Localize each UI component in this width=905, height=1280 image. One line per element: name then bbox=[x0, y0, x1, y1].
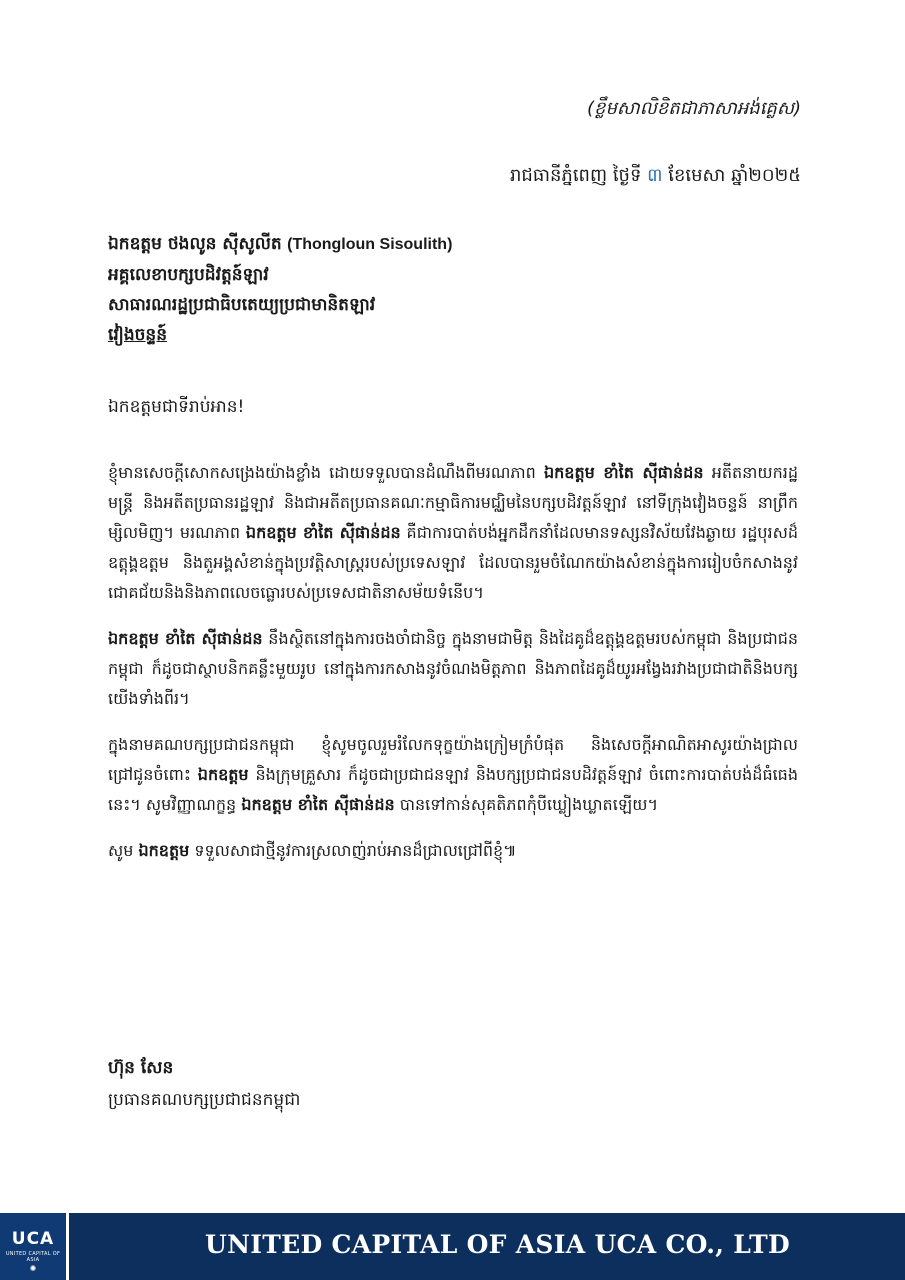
paragraph-2 bbox=[108, 624, 798, 714]
company-name: UNITED CAPITAL OF ASIA UCA CO., LTD bbox=[205, 1230, 791, 1259]
date-day: ៣ bbox=[647, 165, 663, 186]
salutation: ឯកឧត្តមជាទីរាប់អាន! bbox=[108, 397, 245, 417]
paragraph-4 bbox=[108, 836, 798, 866]
paragraph-1 bbox=[108, 458, 798, 608]
signatory-name: ហ៊ុន សែន bbox=[108, 1058, 174, 1078]
translation-note: (ខ្លឹមសាលិខិតជាភាសាអង់គ្លេស) bbox=[587, 98, 801, 119]
signatory-title: ប្រធានគណបក្សប្រជាជនកម្ពុជា bbox=[108, 1090, 301, 1110]
addressee-name-latin: (Thongloun Sisoulith) bbox=[287, 236, 453, 253]
letter-body bbox=[108, 458, 798, 882]
p3-bold-title: ឯកឧត្តម bbox=[197, 765, 249, 784]
p3-text-c: និងក្រុមគ្រួសារ ក៏ដូចជាប្រជាជនឡាវ និងបក្សប្រជាជនបដិវត្តន៍ឡាវ ចំពោះការបាត់បង់ដ៏ធំធេងនេះ។ សូមវិញ្ញាណក្ខន្ធ bbox=[108, 765, 798, 814]
company-logo bbox=[0, 1213, 69, 1280]
p4-bold-title: ឯកឧត្តម bbox=[138, 841, 190, 860]
p2-bold-name: ឯកឧត្តម ខាំតៃ ស៊ីផាន់ដន bbox=[108, 629, 263, 648]
p1-bold-name-1: ឯកឧត្តម ខាំតៃ ស៊ីផាន់ដន bbox=[543, 463, 704, 482]
date-prefix: រាជធានីភ្នំពេញ ថ្ងៃទី bbox=[510, 165, 642, 186]
p4-text-a: សូម bbox=[108, 841, 134, 860]
signature-block bbox=[108, 1052, 300, 1116]
p1-text-a: ខ្ញុំមានសេចក្តីសោកសង្រេងយ៉ាងខ្លាំង ដោយទទួលបានដំណឹងពីមរណភាព bbox=[108, 463, 536, 482]
addressee-role-2: សាធារណរដ្ឋប្រជាធិបតេយ្យប្រជាមានិតឡាវ bbox=[108, 295, 376, 315]
date-suffix: ខែមេសា ឆ្នាំ២០២៥ bbox=[668, 165, 801, 186]
addressee-block bbox=[108, 229, 808, 350]
p3-text-a: ក្នុងនាមគណបក្សប្រជាជនកម្ពុជា ខ្ញុំសូមចូលរួមរំលែកទុក្ខយ៉ាងក្រៀមក្រំបំផុត និងសេចក្តីអាណិតអាសូរយ៉ាងជ្រាលជ្រៅជូនចំពោះ bbox=[108, 735, 798, 784]
addressee-city: វៀងចន្ទន៍ bbox=[108, 325, 168, 345]
p4-text-c: ទទួលសាជាថ្មីនូវការស្រលាញ់រាប់អានដ៏ជ្រាលជ្រៅពីខ្ញុំ៕ bbox=[194, 841, 517, 860]
logo-subtext: UNITED CAPITAL OF ASIA bbox=[5, 1251, 61, 1263]
p3-bold-name: ឯកឧត្តម ខាំតៃ ស៊ីផាន់ដន bbox=[241, 795, 395, 814]
addressee-role-1: អគ្គលេខាបក្សបដិវត្តន៍ឡាវ bbox=[108, 265, 269, 285]
logo-text: UCA bbox=[11, 1229, 55, 1249]
paragraph-3 bbox=[108, 730, 798, 820]
addressee-name-khmer: ឯកឧត្តម ថងលូន ស៊ីសូលីត bbox=[108, 234, 282, 254]
footer-bar bbox=[0, 1213, 905, 1280]
gear-icon: ✺ bbox=[29, 1264, 37, 1273]
p1-bold-name-2: ឯកឧត្តម ខាំតៃ ស៊ីផាន់ដន bbox=[245, 523, 401, 542]
addressee-name bbox=[108, 229, 808, 260]
date-line bbox=[510, 163, 801, 190]
p3-text-e: បានទៅកាន់សុគតិភពកុំបីឃ្លៀងឃ្លាតឡើយ។ bbox=[399, 795, 659, 814]
p2-text-b: នឹងស្ថិតនៅក្នុងការចងចាំជានិច្ច ក្នុងនាមជាមិត្ត និងដៃគូដ៏ឧត្តុង្គឧត្តមរបស់កម្ពុជា និងប្រជាជនកម្ពុជា ក៏ដូចជាស្ថាបនិកគន្លឹះមួយរូប នៅក្នុងការកសាងនូវចំណងមិត្តភាព និងភាពដៃគូដ៏យូរអង្វែងរវាងប្រជាជាតិនិងបក្សយើងទាំងពីរ។ bbox=[108, 629, 798, 708]
p1-text-c: អតីតនាយករដ្ឋមន្ត្រី និងអតីតប្រធានរដ្ឋឡាវ និងជាអតីតប្រធានគណៈកម្មាធិការមជ្ឈិមនៃបក្សបដិវត្តន៍ឡាវ នៅទីក្រុងវៀងចន្ទន៍ នាព្រឹកម្សិលមិញ។ មរណភាព bbox=[108, 463, 799, 542]
p1-text-e: គឺជាការបាត់បង់អ្នកដឹកនាំដែលមានទស្សនវិស័យវែងឆ្ងាយ រដ្ឋបុរសដ៏ឧត្តុង្គឧត្តម និងតួអង្គសំខាន់ក្នុងប្រវត្តិសាស្ត្ររបស់ប្រទេសឡាវ ដែលបានរួមចំណែកយ៉ាងសំខាន់ក្នុងការរៀបចំកសាងនូវជោគជ័យនិងនិងភាពលេចធ្លោរបស់ប្រទេសជាតិនាសម័យទំនើប។ bbox=[108, 523, 798, 602]
